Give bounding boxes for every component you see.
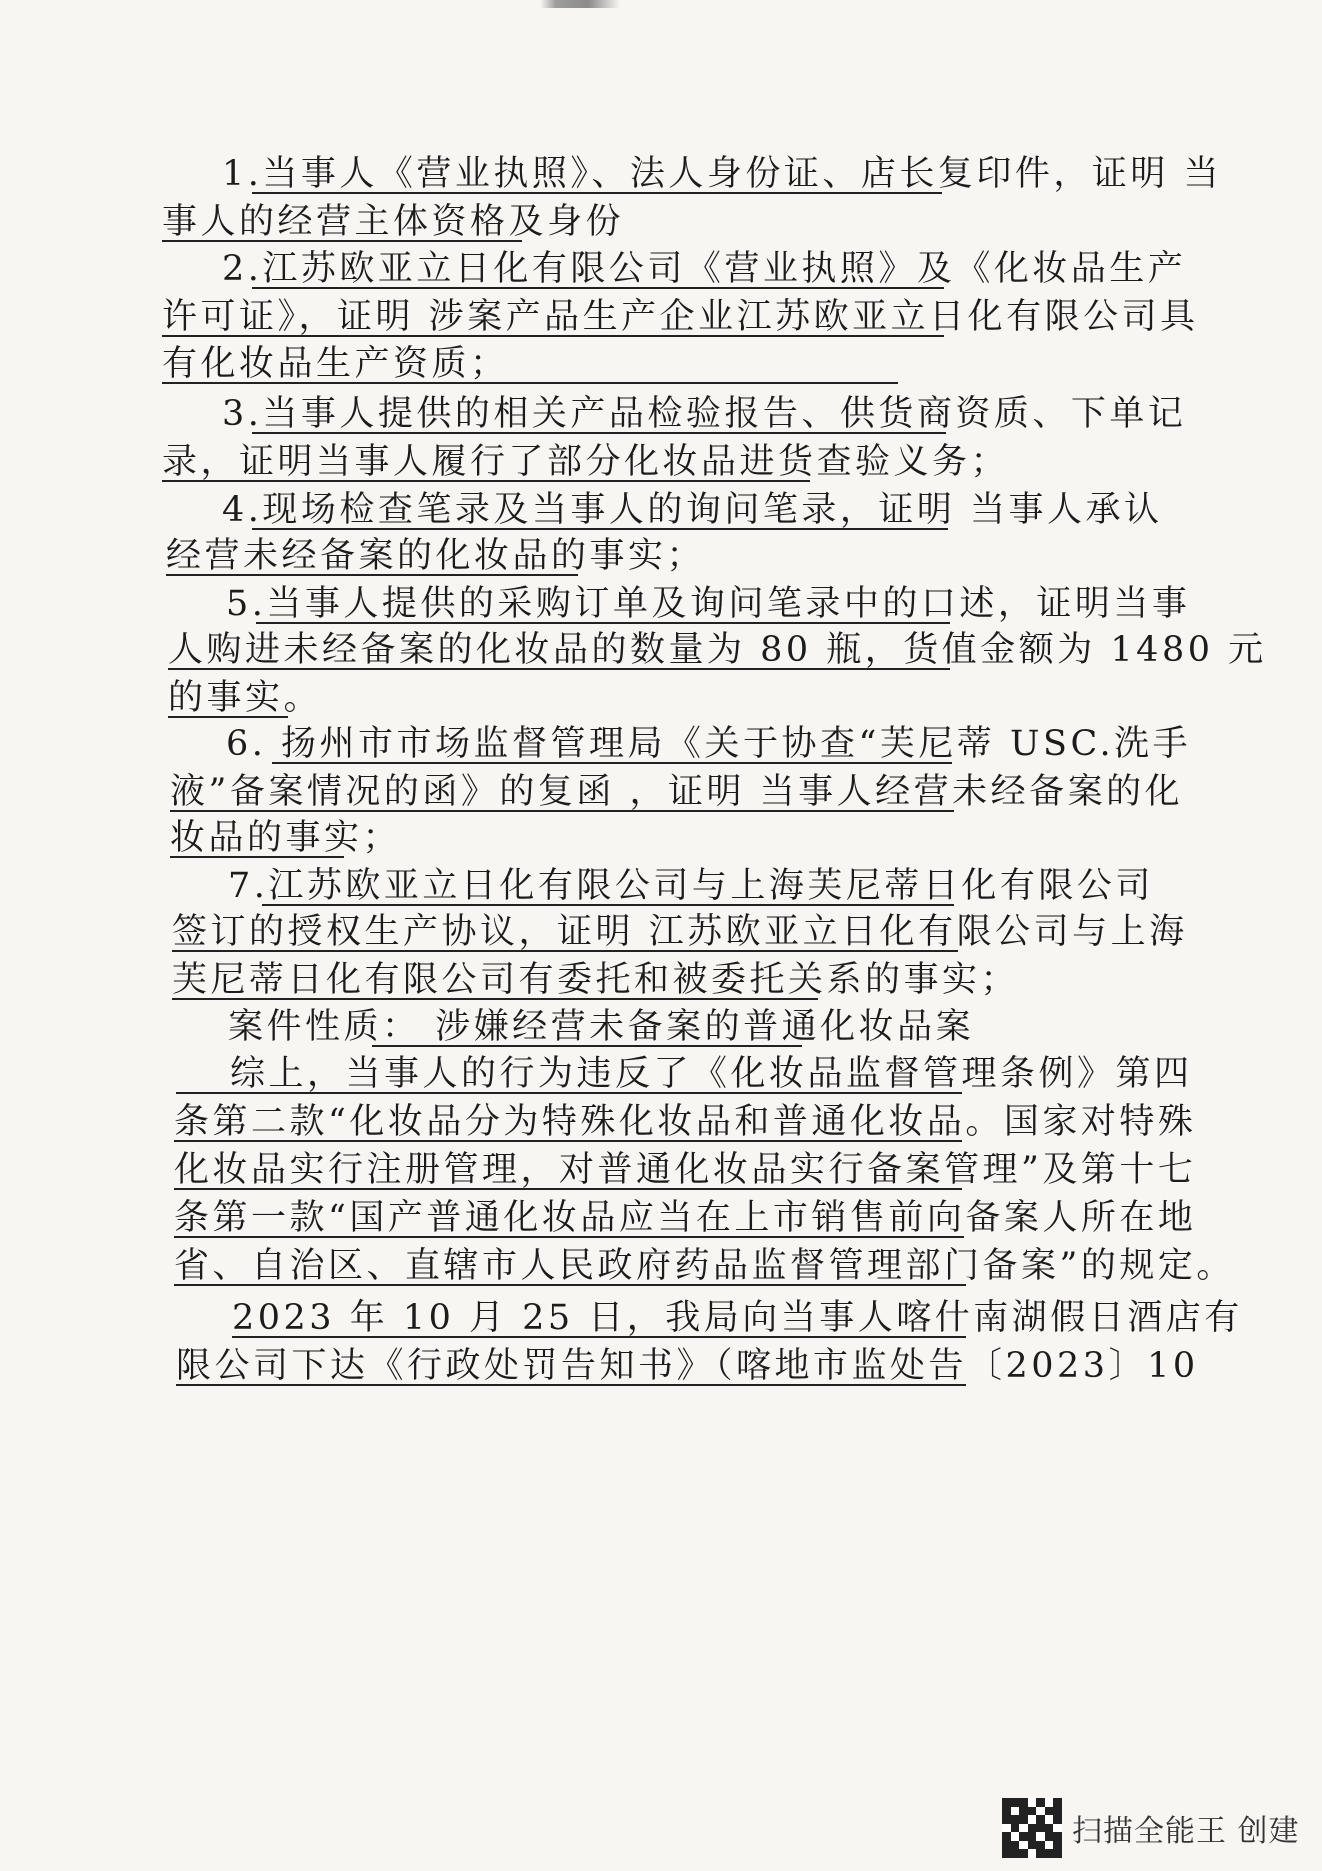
text-line: 2.江苏欧亚立日化有限公司《营业执照》及《化妆品生产 <box>222 249 1187 289</box>
text-line: 录，证明当事人履行了部分化妆品进货查验义务； <box>162 442 1010 482</box>
text-line: 的事实。 <box>168 678 323 718</box>
qr-code-icon <box>1002 1798 1062 1858</box>
text-line: 2023 年 10 月 25 日，我局向当事人喀什南湖假日酒店有 <box>232 1298 1243 1338</box>
text-line: 事人的经营主体资格及身份 <box>162 202 625 242</box>
text-line: 签订的授权生产协议，证明 江苏欧亚立日化有限公司与上海 <box>172 912 1188 952</box>
text-line: 有化妆品生产资质； <box>162 344 509 384</box>
text-line: 液”备案情况的函》的复函 ，证明 当事人经营未经备案的化 <box>170 772 1184 812</box>
text-line: 妆品的事实； <box>170 818 402 858</box>
scanner-watermark <box>1002 1796 1300 1860</box>
text-line: 芙尼蒂日化有限公司有委托和被委托关系的事实； <box>172 960 1020 1000</box>
text-line: 综上，当事人的行为违反了《化妆品监督管理条例》第四 <box>230 1054 1193 1094</box>
app-credit-text: 扫描全能王 创建 <box>1072 1814 1300 1849</box>
text-line: 案件性质： 涉嫌经营未备案的普通化妆品案 <box>228 1007 975 1047</box>
text-line: 条第二款“化妆品分为特殊化妆品和普通化妆品。国家对特殊 <box>174 1102 1197 1142</box>
text-line: 5.当事人提供的采购订单及询问笔录中的口述，证明当事 <box>226 584 1191 624</box>
text-line: 6. 扬州市市场监督管理局《关于协查“芙尼蒂 USC.洗手 <box>226 724 1192 764</box>
text-line: 限公司下达《行政处罚告知书》（喀地市监处告〔2023〕10 <box>176 1346 1199 1386</box>
text-line: 3.当事人提供的相关产品检验报告、供货商资质、下单记 <box>222 394 1187 434</box>
text-line: 化妆品实行注册管理，对普通化妆品实行备案管理”及第十七 <box>174 1150 1197 1190</box>
text-line: 许可证》，证明 涉案产品生产企业江苏欧亚立日化有限公司具 <box>162 297 1199 337</box>
text-line: 7.江苏欧亚立日化有限公司与上海芙尼蒂日化有限公司 <box>228 866 1154 906</box>
text-line: 经营未经备案的化妆品的事实； <box>166 536 706 576</box>
text-line: 条第一款“国产普通化妆品应当在上市销售前向备案人所在地 <box>174 1198 1197 1238</box>
text-line: 省、自治区、直辖市人民政府药品监督管理部门备案”的规定。 <box>174 1246 1235 1286</box>
text-line: 4.现场检查笔录及当事人的询问笔录，证明 当事人承认 <box>222 490 1163 530</box>
scan-artifact <box>540 0 620 8</box>
text-line: 人购进未经备案的化妆品的数量为 80 瓶，货值金额为 1480 元 <box>168 630 1267 670</box>
text-line: 1.当事人《营业执照》、法人身份证、店长复印件，证明 当 <box>222 154 1223 194</box>
